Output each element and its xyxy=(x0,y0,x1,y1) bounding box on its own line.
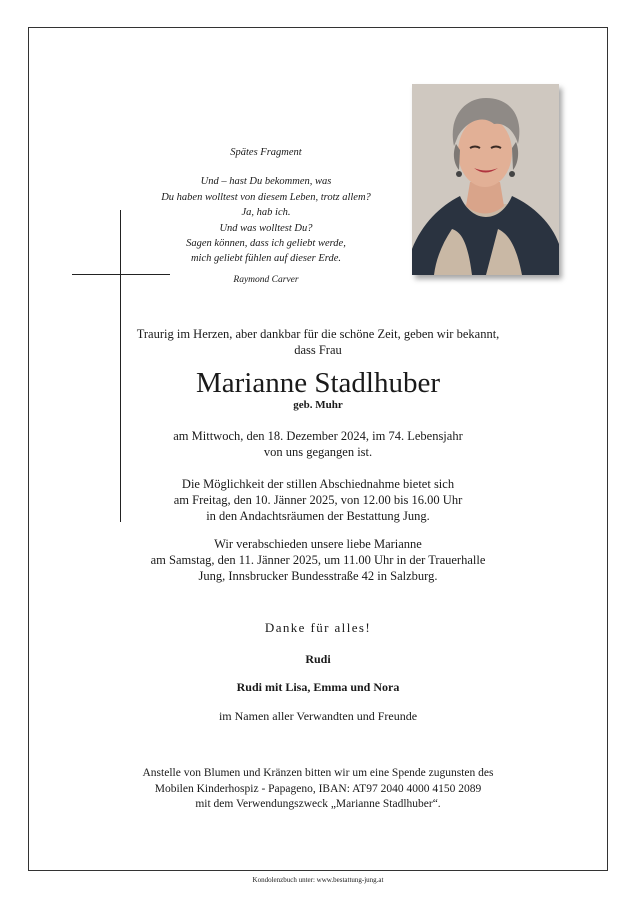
farewell-line: am Freitag, den 10. Jänner 2025, von 12.00 bis 16.00 Uhr xyxy=(173,493,463,507)
donation-request xyxy=(60,766,576,813)
poem-line: Sagen können, dass ich geliebt werde, xyxy=(186,238,346,250)
cross-horizontal-bar xyxy=(72,274,170,275)
farewell-line: Die Möglichkeit der stillen Abschiednahme bietet sich xyxy=(181,477,455,491)
condolence-book-footer: Kondolenzbuch unter: www.bestattung-jung.at xyxy=(252,876,384,884)
poem xyxy=(130,145,402,288)
poem-author: Raymond Carver xyxy=(233,274,299,285)
deceased-name: Marianne Stadlhuber xyxy=(195,367,440,399)
intro-line: Traurig im Herzen, aber dankbar für die schöne Zeit, geben wir bekannt, xyxy=(136,327,500,341)
poem-line: Und – hast Du bekommen, was xyxy=(200,176,332,188)
death-line: von uns gegangen ist. xyxy=(263,445,373,459)
donation-line: mit dem Verwendungszweck „Marianne Stadlhuber“. xyxy=(195,798,441,810)
funeral-line: am Samstag, den 11. Jänner 2025, um 11.00 Uhr in der Trauerhalle xyxy=(150,553,486,567)
death-line: am Mittwoch, den 18. Dezember 2024, im 74. Lebensjahr xyxy=(173,429,463,443)
mourner-spouse: Rudi xyxy=(305,652,331,666)
poem-title: Spätes Fragment xyxy=(230,147,302,158)
poem-line: mich geliebt fühlen auf dieser Erde. xyxy=(190,253,342,265)
intro-text xyxy=(60,326,576,358)
donation-line: Mobilen Kinderhospiz - Papageno, IBAN: AT97 2040 4000 4150 2089 xyxy=(154,782,482,795)
intro-line: dass Frau xyxy=(294,343,342,357)
thanks-line: Danke für alles! xyxy=(264,620,372,635)
funeral-line: Wir verabschieden unsere liebe Marianne xyxy=(214,537,422,551)
donation-line: Anstelle von Blumen und Kränzen bitten wir um eine Spende zugunsten des xyxy=(142,767,494,779)
maiden-name: geb. Muhr xyxy=(293,399,343,411)
mourner-others: im Namen aller Verwandten und Freunde xyxy=(218,709,418,723)
death-announcement xyxy=(60,428,576,460)
portrait-illustration xyxy=(412,84,559,275)
funeral-info xyxy=(60,536,576,584)
poem-line: Du haben wolltest von diesem Leben, trotz allem? xyxy=(161,191,371,203)
mourner-family: Rudi mit Lisa, Emma und Nora xyxy=(236,680,400,694)
poem-line: Und was wolltest Du? xyxy=(219,222,313,234)
poem-line: Ja, hab ich. xyxy=(241,207,291,219)
funeral-line: Jung, Innsbrucker Bundesstraße 42 in Salzburg. xyxy=(198,569,438,583)
portrait-photo xyxy=(412,84,559,275)
farewell-line: in den Andachtsräumen der Bestattung Jung. xyxy=(206,509,430,523)
farewell-info xyxy=(60,476,576,524)
